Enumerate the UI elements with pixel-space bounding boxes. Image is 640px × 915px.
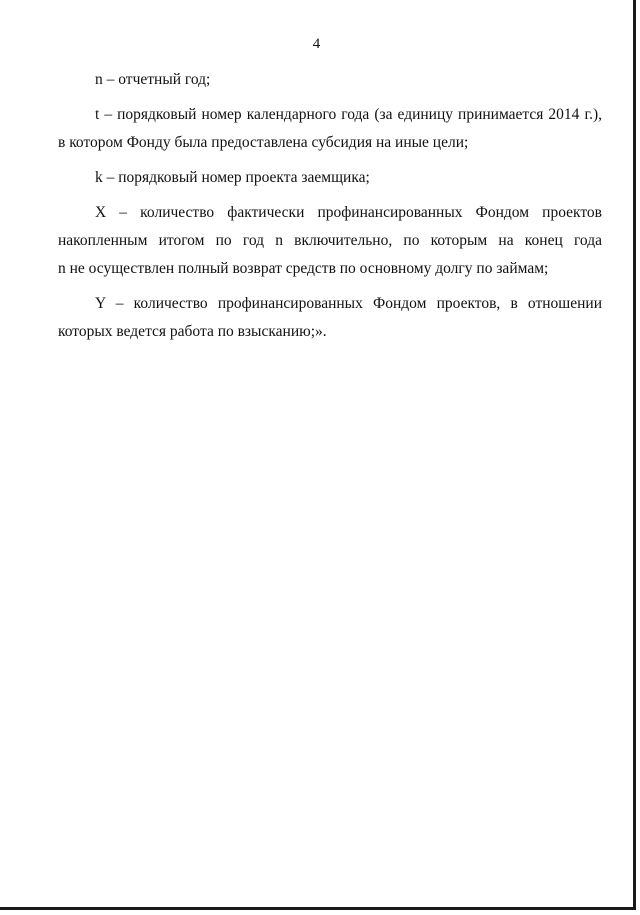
- paragraph-line: n – отчетный год;: [95, 71, 211, 88]
- paragraph-line: Y – количество профинансированных Фондом проектов, в отношении: [95, 295, 602, 312]
- page-number: 4: [312, 36, 321, 52]
- paragraph-n-definition: [58, 66, 602, 94]
- paragraph-line: X – количество фактически профинансированных Фондом проектов: [95, 204, 602, 221]
- paragraph-line: t – порядковый номер календарного года (за единицу принимается 2014 г.),: [95, 106, 602, 123]
- paragraph-y-definition: [58, 290, 602, 346]
- paragraph-line: которых ведется работа по взысканию;».: [58, 323, 327, 340]
- paragraph-line: n не осуществлен полный возврат средств по основному долгу по займам;: [58, 260, 549, 277]
- paragraph-x-definition: [58, 199, 602, 283]
- paragraph-line: накопленным итогом по год n включительно, по которым на конец года: [58, 232, 602, 249]
- paragraph-k-definition: [58, 164, 602, 192]
- paragraph-t-definition: [58, 101, 602, 157]
- paragraph-line: k – порядковый номер проекта заемщика;: [95, 169, 370, 186]
- document-body: [58, 66, 602, 346]
- paragraph-line: в котором Фонду была предоставлена субсидия на иные цели;: [58, 134, 469, 151]
